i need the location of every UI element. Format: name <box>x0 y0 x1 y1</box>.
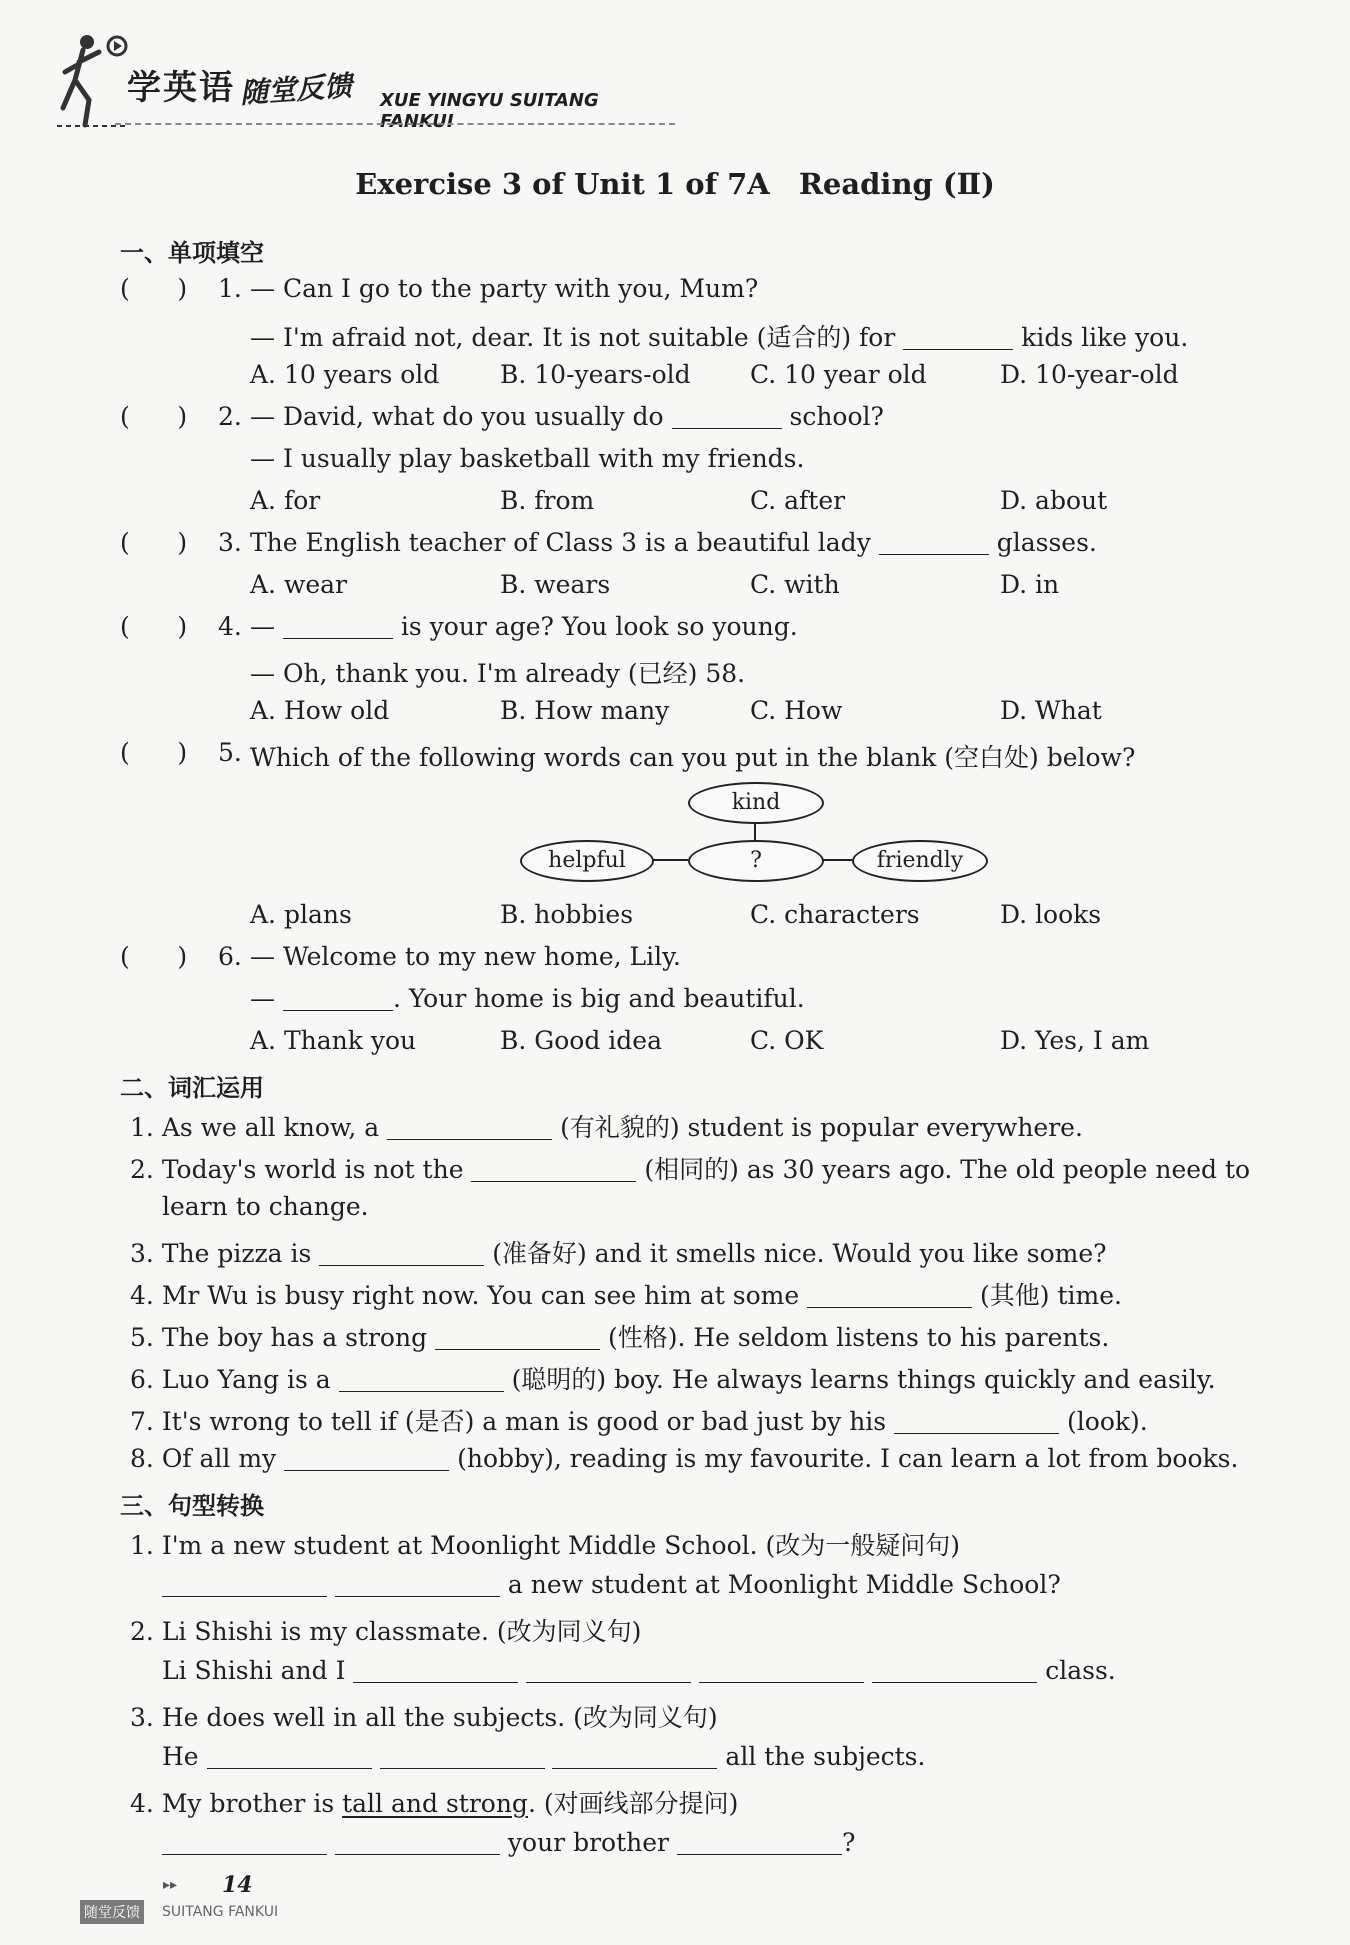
transform-answer-4 <box>162 1828 855 1857</box>
transform-item-1 <box>130 1526 960 1562</box>
item-number: 4. <box>130 1281 154 1310</box>
q3-option-a[interactable]: A. wear <box>250 570 347 599</box>
underlined-phrase: tall and strong <box>342 1789 528 1818</box>
diagram-node-right: friendly <box>852 840 988 882</box>
item-number: 7. <box>130 1407 154 1436</box>
item-number: 5. <box>130 1323 154 1352</box>
vocab-item-2 <box>130 1150 1250 1186</box>
item-text: Today's world is not the <box>161 1155 464 1184</box>
answer-paren: ( ) <box>120 274 188 303</box>
diagram-node-left: helpful <box>520 840 654 882</box>
q2-number: 2. <box>218 402 242 431</box>
vocab-item-7 <box>130 1402 1148 1438</box>
q1-line2-tail: kids like you. <box>1021 323 1189 352</box>
answer-blank[interactable] <box>353 1657 518 1683</box>
q5-option-d[interactable]: D. looks <box>1000 900 1102 929</box>
runner-logo-icon <box>55 30 135 130</box>
answer-tail: all the subjects. <box>725 1742 926 1771</box>
word-map-diagram <box>520 782 990 892</box>
answer-blank[interactable] <box>879 529 989 555</box>
item-text: Mr Wu is busy right now. You can see him at some <box>161 1281 800 1310</box>
vocab-item-4 <box>130 1276 1122 1312</box>
q3-number: 3. <box>218 528 242 557</box>
answer-blank[interactable] <box>380 1743 545 1769</box>
q4-dash: — <box>250 612 275 641</box>
answer-blank[interactable] <box>526 1657 691 1683</box>
answer-paren: ( ) <box>120 402 188 431</box>
vocab-item-1 <box>130 1108 1083 1144</box>
logo-pinyin: XUE YINGYU SUITANG FANKUI <box>380 90 599 132</box>
section3-heading: 三、句型转换 <box>120 1492 264 1520</box>
item-number: 1. <box>130 1113 154 1142</box>
answer-tail: class. <box>1045 1656 1116 1685</box>
answer-blank[interactable] <box>699 1657 864 1683</box>
item-number: 2. <box>130 1617 154 1646</box>
answer-blank[interactable] <box>672 403 782 429</box>
q1-line2 <box>250 318 1188 354</box>
q6-line2-tail: . Your home is big and beautiful. <box>392 984 805 1013</box>
q6-line2 <box>250 984 805 1013</box>
item-text-tail: (其他) time. <box>980 1281 1122 1310</box>
footer-tag-cn: 随堂反馈 <box>80 1900 144 1924</box>
answer-tail: a new student at Moonlight Middle School? <box>507 1570 1061 1599</box>
item-text: He does well in all the subjects. (改为同义句) <box>161 1703 718 1732</box>
answer-blank[interactable] <box>903 324 1013 350</box>
q4-option-b[interactable]: B. How many <box>500 696 670 725</box>
item-text-tail: . (对画线部分提问) <box>527 1789 739 1818</box>
answer-blank[interactable] <box>339 1366 504 1392</box>
header-logo <box>55 30 675 130</box>
section1-heading: 一、单项填空 <box>120 239 264 267</box>
transform-answer-3 <box>162 1742 925 1771</box>
q1-line1: — Can I go to the party with you, Mum? <box>250 274 759 303</box>
item-text: My brother is <box>161 1789 335 1818</box>
q2-line1-tail: school? <box>789 402 884 431</box>
transform-answer-1 <box>162 1570 1061 1599</box>
answer-blank[interactable] <box>162 1571 327 1597</box>
q5-option-b[interactable]: B. hobbies <box>500 900 634 929</box>
section2-heading: 二、词汇运用 <box>120 1074 264 1102</box>
q2-option-b[interactable]: B. from <box>500 486 595 515</box>
q2-option-c[interactable]: C. after <box>750 486 846 515</box>
item-text-tail: (性格). He seldom listens to his parents. <box>607 1323 1110 1352</box>
q4-option-d[interactable]: D. What <box>1000 696 1102 725</box>
item-text: I'm a new student at Moonlight Middle School. (改为一般疑问句) <box>161 1531 961 1560</box>
item-number: 6. <box>130 1365 154 1394</box>
q3-line1-tail: glasses. <box>996 528 1097 557</box>
item-text: It's wrong to tell if (是否) a man is good or bad just by his <box>161 1407 887 1436</box>
q3-option-d[interactable]: D. in <box>1000 570 1060 599</box>
q2-line2: — I usually play basketball with my friends. <box>250 444 805 473</box>
q1-number: 1. <box>218 274 242 303</box>
q1-line2-text: — I'm afraid not, dear. It is not suitable (适合的) for <box>250 323 896 352</box>
vocab-item-8 <box>130 1444 1238 1473</box>
q1-option-d[interactable]: D. 10-year-old <box>1000 360 1179 389</box>
q5-option-c[interactable]: C. characters <box>750 900 920 929</box>
answer-mid: your brother <box>507 1828 669 1857</box>
transform-item-4 <box>130 1784 738 1820</box>
q1-option-a[interactable]: A. 10 years old <box>250 360 440 389</box>
answer-blank[interactable] <box>894 1408 1059 1434</box>
item-text: Luo Yang is a <box>161 1365 331 1394</box>
q4-option-a[interactable]: A. How old <box>250 696 390 725</box>
item-text-tail: (相同的) as 30 years ago. The old people need to <box>644 1155 1251 1184</box>
q3-line1-text: The English teacher of Class 3 is a beautiful lady <box>250 528 871 557</box>
item-text-tail: (有礼貌的) student is popular everywhere. <box>560 1113 1083 1142</box>
q6-option-a[interactable]: A. Thank you <box>250 1026 417 1055</box>
q1-option-b[interactable]: B. 10-years-old <box>500 360 691 389</box>
item-number: 8. <box>130 1444 154 1473</box>
answer-paren: ( ) <box>120 612 188 641</box>
page-arrows-icon: ▸▸ <box>163 1877 178 1893</box>
diagram-node-center: ? <box>688 840 824 882</box>
vocab-item-2-cont: learn to change. <box>162 1192 369 1221</box>
q6-option-c[interactable]: C. OK <box>750 1026 824 1055</box>
item-text: Li Shishi is my classmate. (改为同义句) <box>161 1617 642 1646</box>
logo-subtitle: 随堂反馈 <box>239 69 354 110</box>
answer-blank[interactable] <box>872 1657 1037 1683</box>
q3-option-c[interactable]: C. with <box>750 570 840 599</box>
item-text-tail: (hobby), reading is my favourite. I can learn a lot from books. <box>457 1444 1239 1473</box>
answer-blank[interactable] <box>335 1571 500 1597</box>
answer-blank[interactable] <box>552 1743 717 1769</box>
answer-blank[interactable] <box>283 985 393 1011</box>
answer-blank[interactable] <box>807 1282 972 1308</box>
q6-option-d[interactable]: D. Yes, I am <box>1000 1026 1150 1055</box>
transform-item-2 <box>130 1612 641 1648</box>
answer-blank[interactable] <box>471 1156 636 1182</box>
q3-option-b[interactable]: B. wears <box>500 570 611 599</box>
q2-option-d[interactable]: D. about <box>1000 486 1108 515</box>
answer-head: He <box>162 1742 199 1771</box>
footer-tag <box>80 1900 290 1924</box>
answer-paren: ( ) <box>120 738 188 767</box>
vocab-item-5 <box>130 1318 1109 1354</box>
q5-number: 5. <box>218 738 242 767</box>
answer-blank[interactable] <box>387 1114 552 1140</box>
vocab-item-6 <box>130 1360 1216 1396</box>
answer-blank[interactable] <box>435 1324 600 1350</box>
item-number: 4. <box>130 1789 154 1818</box>
footer-tag-en: SUITANG FANKUI <box>162 1904 279 1920</box>
page-number: 14 <box>222 1872 253 1898</box>
answer-blank[interactable] <box>335 1829 500 1855</box>
answer-blank[interactable] <box>283 613 393 639</box>
q6-line1: — Welcome to my new home, Lily. <box>250 942 681 971</box>
item-number: 3. <box>130 1703 154 1732</box>
page-title: Exercise 3 of Unit 1 of 7A Reading (Ⅱ) <box>355 167 995 201</box>
q5-line1: Which of the following words can you put in the blank (空白处) below? <box>250 743 1136 772</box>
item-text-tail: (look). <box>1067 1407 1148 1436</box>
q1-option-c[interactable]: C. 10 year old <box>750 360 927 389</box>
item-number: 2. <box>130 1155 154 1184</box>
answer-blank[interactable] <box>284 1445 449 1471</box>
item-text: The pizza is <box>161 1239 312 1268</box>
q4-line1 <box>250 612 798 641</box>
logo-title: 学英语 <box>127 68 235 108</box>
item-text-tail: (准备好) and it smells nice. Would you like some? <box>492 1239 1107 1268</box>
answer-head: Li Shishi and I <box>162 1656 346 1685</box>
item-text: Of all my <box>161 1444 277 1473</box>
transform-answer-2 <box>162 1656 1116 1685</box>
diagram-node-top: kind <box>688 782 824 824</box>
q6-option-b[interactable]: B. Good idea <box>500 1026 662 1055</box>
q2-option-a[interactable]: A. for <box>250 486 321 515</box>
q2-line1-text: — David, what do you usually do <box>250 402 664 431</box>
q4-line2: — Oh, thank you. I'm already (已经) 58. <box>250 659 746 688</box>
answer-paren: ( ) <box>120 942 188 971</box>
q4-number: 4. <box>218 612 242 641</box>
answer-blank[interactable] <box>677 1829 842 1855</box>
item-number: 1. <box>130 1531 154 1560</box>
item-text: As we all know, a <box>161 1113 380 1142</box>
answer-paren: ( ) <box>120 528 188 557</box>
vocab-item-3 <box>130 1234 1107 1270</box>
answer-tail: ? <box>841 1828 856 1857</box>
q2-line1 <box>250 402 884 431</box>
q4-line1-tail: is your age? You look so young. <box>400 612 798 641</box>
item-number: 3. <box>130 1239 154 1268</box>
transform-item-3 <box>130 1698 718 1734</box>
q5-option-a[interactable]: A. plans <box>250 900 352 929</box>
q6-dash: — <box>250 984 275 1013</box>
header-divider <box>115 123 675 125</box>
item-text-tail: (聪明的) boy. He always learns things quickly and easily. <box>511 1365 1216 1394</box>
q6-number: 6. <box>218 942 242 971</box>
q3-line1 <box>250 528 1097 557</box>
item-text: The boy has a strong <box>161 1323 428 1352</box>
answer-blank[interactable] <box>319 1240 484 1266</box>
answer-blank[interactable] <box>162 1829 327 1855</box>
q4-option-c[interactable]: C. How <box>750 696 843 725</box>
answer-blank[interactable] <box>207 1743 372 1769</box>
